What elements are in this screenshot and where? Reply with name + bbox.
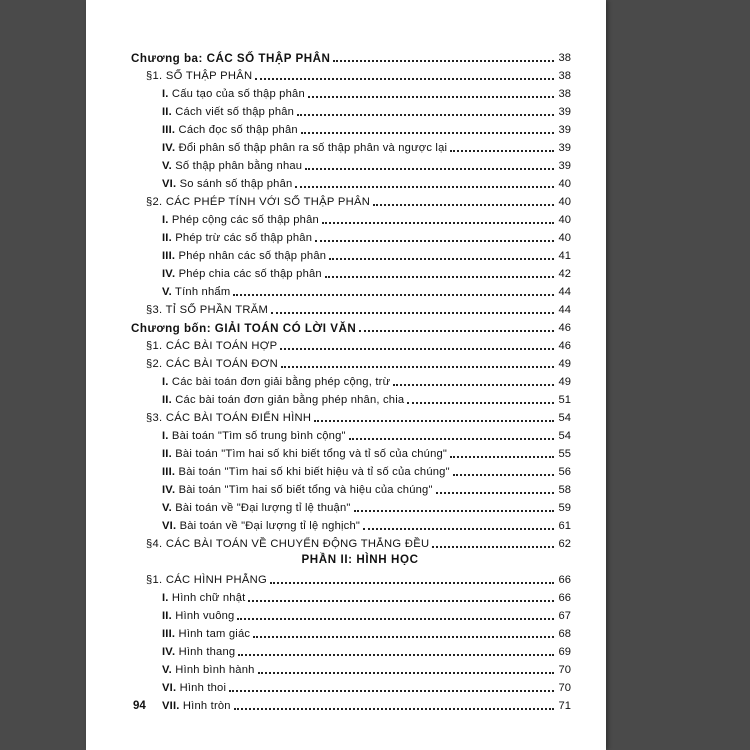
toc-entry-text: Hình chữ nhật: [168, 592, 246, 604]
toc-subsection-entry: [131, 83, 571, 101]
toc-page-number: 70: [556, 682, 571, 695]
toc-entry-text: Cách đọc số thập phân: [175, 124, 298, 136]
toc-subsection-entry: [131, 587, 571, 605]
table-of-contents: [131, 47, 571, 713]
toc-subsection-entry: [131, 641, 571, 659]
toc-page-number: 38: [556, 70, 571, 83]
dot-leader: [450, 138, 554, 152]
toc-subsection-entry: [131, 101, 571, 119]
part-heading: PHẦN II: HÌNH HỌC: [301, 553, 419, 566]
toc-entry-title: [146, 196, 372, 209]
toc-page-number: 39: [556, 142, 571, 155]
toc-page-number: 66: [556, 574, 571, 587]
toc-entry-text: Phép chia các số thập phân: [175, 268, 322, 280]
toc-entry-text: Bài toán "Tìm hai số biết tổng và hiệu của chúng": [175, 484, 433, 496]
toc-section-entry: [131, 191, 571, 209]
toc-page-number: 71: [556, 700, 571, 713]
toc-entry-title: [162, 628, 252, 641]
dot-leader: [295, 174, 554, 188]
dot-leader: [233, 282, 554, 296]
toc-entry-title: [162, 502, 353, 515]
toc-subsection-entry: [131, 461, 571, 479]
dot-leader: [450, 444, 554, 458]
toc-subsection-entry: [131, 677, 571, 695]
toc-roman-numeral: IV.: [162, 142, 176, 154]
toc-entry-text: §1. CÁC BÀI TOÁN HỢP: [146, 340, 278, 352]
toc-entry-title: [162, 646, 237, 659]
dot-leader: [322, 210, 554, 224]
toc-page-number: 41: [556, 250, 571, 263]
toc-subsection-entry: [131, 497, 571, 515]
toc-subsection-entry: [131, 173, 571, 191]
toc-entry-title: [146, 538, 431, 551]
toc-subsection-entry: [131, 515, 571, 533]
toc-entry-text: Hình vuông: [171, 610, 235, 622]
dot-leader: [393, 372, 554, 386]
dot-leader: [280, 336, 554, 350]
toc-entry-text: Bài toán "Tìm số trung bình cộng": [168, 430, 346, 442]
toc-entry-title: [162, 124, 300, 137]
toc-roman-numeral: V.: [162, 502, 172, 514]
dot-leader: [297, 102, 554, 116]
toc-roman-numeral: IV.: [162, 646, 176, 658]
toc-entry-text: Phép cộng các số thập phân: [168, 214, 319, 226]
dot-leader: [305, 156, 554, 170]
toc-page-number: 46: [556, 340, 571, 353]
toc-page-number: 68: [556, 628, 571, 641]
toc-roman-numeral: II.: [162, 232, 172, 244]
toc-entry-title: [162, 394, 406, 407]
toc-page-number: 39: [556, 160, 571, 173]
toc-subsection-entry: [131, 137, 571, 155]
toc-roman-numeral: II.: [162, 394, 172, 406]
toc-chapter-entry: [131, 47, 571, 65]
toc-entry-title: [162, 664, 257, 677]
toc-section-entry: [131, 65, 571, 83]
toc-subsection-entry: [131, 479, 571, 497]
toc-entry-title: [131, 52, 332, 65]
toc-entry-text: Chương bốn: GIẢI TOÁN CÓ LỜI VĂN: [131, 322, 357, 335]
toc-entry-text: Các bài toán đơn giải bằng phép cộng, trừ: [168, 376, 391, 388]
toc-roman-numeral: V.: [162, 664, 172, 676]
toc-page-number: 46: [556, 322, 571, 335]
dot-leader: [436, 480, 554, 494]
toc-roman-numeral: VI.: [162, 178, 177, 190]
toc-entry-title: [162, 142, 449, 155]
toc-entry-title: [146, 340, 279, 353]
toc-entry-text: Bài toán về "Đại lượng tỉ lệ nghịch": [176, 520, 361, 532]
toc-entry-text: Chương ba: CÁC SỐ THẬP PHÂN: [131, 52, 331, 65]
toc-entry-text: So sánh số thập phân: [176, 178, 293, 190]
toc-entry-title: [162, 178, 294, 191]
toc-entry-text: Đổi phân số thập phân ra số thập phân và ngược lại: [175, 142, 448, 154]
page-number: 94: [133, 700, 146, 712]
toc-page-number: 44: [556, 304, 571, 317]
toc-chapter-entry: [131, 317, 571, 335]
dot-leader: [363, 516, 554, 530]
toc-subsection-entry: [131, 209, 571, 227]
toc-page-number: 58: [556, 484, 571, 497]
toc-entry-title: [162, 700, 233, 713]
toc-entry-title: [162, 610, 236, 623]
dot-leader: [308, 84, 554, 98]
toc-entry-text: §4. CÁC BÀI TOÁN VỀ CHUYỂN ĐỘNG THẲNG ĐỀU: [146, 538, 430, 550]
toc-subsection-entry: [131, 263, 571, 281]
toc-entry-text: Phép trừ các số thập phân: [171, 232, 313, 244]
toc-page-number: 40: [556, 196, 571, 209]
toc-entry-title: [162, 682, 228, 695]
toc-entry-text: Bài toán về "Đại lượng tỉ lệ thuận": [171, 502, 351, 514]
toc-entry-text: Tính nhẩm: [171, 286, 231, 298]
toc-entry-text: Bài toán "Tìm hai số khi biết tổng và tỉ số của chúng": [171, 448, 448, 460]
toc-subsection-entry: [131, 425, 571, 443]
toc-subsection-entry: [131, 371, 571, 389]
dot-leader: [255, 66, 554, 80]
toc-entry-text: Cách viết số thập phân: [171, 106, 295, 118]
toc-roman-numeral: I.: [162, 592, 169, 604]
toc-page-number: 38: [556, 88, 571, 101]
toc-page-number: 39: [556, 106, 571, 119]
dot-leader: [314, 408, 554, 422]
toc-entry-title: [162, 448, 449, 461]
toc-entry-title: [162, 88, 307, 101]
dot-leader: [359, 318, 554, 332]
toc-section-entry: [131, 407, 571, 425]
toc-roman-numeral: V.: [162, 160, 172, 172]
dot-leader: [281, 354, 554, 368]
toc-entry-title: [146, 70, 254, 83]
dot-leader: [329, 246, 554, 260]
toc-entry-text: Phép nhân các số thập phân: [175, 250, 327, 262]
toc-subsection-entry: [131, 389, 571, 407]
toc-page-number: 44: [556, 286, 571, 299]
toc-subsection-entry: [131, 443, 571, 461]
toc-roman-numeral: II.: [162, 448, 172, 460]
toc-entry-title: [162, 592, 247, 605]
toc-subsection-entry: [131, 155, 571, 173]
toc-roman-numeral: IV.: [162, 484, 176, 496]
toc-entry-text: Hình bình hành: [171, 664, 255, 676]
dot-leader: [271, 300, 554, 314]
toc-entry-title: [162, 520, 362, 533]
toc-roman-numeral: II.: [162, 106, 172, 118]
dot-leader: [301, 120, 554, 134]
toc-subsection-entry: [131, 119, 571, 137]
dot-leader: [238, 642, 554, 656]
toc-entry-title: [162, 268, 324, 281]
toc-section-entry: [131, 299, 571, 317]
toc-roman-numeral: III.: [162, 124, 176, 136]
dot-leader: [253, 624, 554, 638]
toc-entry-title: [162, 250, 328, 263]
toc-roman-numeral: VII.: [162, 700, 180, 712]
toc-entry-title: [162, 286, 232, 299]
toc-entry-text: Cấu tạo của số thập phân: [168, 88, 305, 100]
toc-subsection-entry: [131, 245, 571, 263]
toc-section-entry: [131, 353, 571, 371]
toc-page-number: 59: [556, 502, 571, 515]
toc-entry-title: [131, 322, 358, 335]
toc-entry-text: Các bài toán đơn giản bằng phép nhân, chia: [171, 394, 405, 406]
toc-roman-numeral: I.: [162, 88, 169, 100]
toc-roman-numeral: I.: [162, 214, 169, 226]
toc-entry-title: [162, 214, 321, 227]
toc-entry-title: [146, 574, 269, 587]
toc-roman-numeral: III.: [162, 250, 176, 262]
toc-entry-text: §3. TỈ SỐ PHẦN TRĂM: [146, 304, 269, 316]
toc-page-number: 56: [556, 466, 571, 479]
dot-leader: [258, 660, 554, 674]
dot-leader: [407, 390, 554, 404]
toc-subsection-entry: [131, 695, 571, 713]
toc-entry-text: Hình tròn: [179, 700, 231, 712]
toc-entry-title: [162, 466, 452, 479]
toc-subsection-entry: [131, 605, 571, 623]
toc-entry-title: [162, 160, 304, 173]
toc-roman-numeral: III.: [162, 628, 176, 640]
toc-entry-text: Hình thang: [175, 646, 236, 658]
dot-leader: [349, 426, 554, 440]
toc-section-entry: [131, 533, 571, 551]
toc-page-number: 66: [556, 592, 571, 605]
dot-leader: [234, 696, 554, 710]
toc-page-number: 40: [556, 214, 571, 227]
toc-page-number: 40: [556, 232, 571, 245]
toc-page-number: 54: [556, 430, 571, 443]
toc-entry-title: [162, 376, 392, 389]
toc-entry-text: §1. CÁC HÌNH PHẲNG: [146, 574, 268, 586]
dot-leader: [453, 462, 554, 476]
toc-entry-text: §3. CÁC BÀI TOÁN ĐIỂN HÌNH: [146, 412, 312, 424]
toc-entry-text: Số thập phân bằng nhau: [171, 160, 303, 172]
toc-page-number: 49: [556, 358, 571, 371]
toc-entry-title: [162, 106, 296, 119]
toc-page-number: 61: [556, 520, 571, 533]
toc-page-number: 70: [556, 664, 571, 677]
toc-page-number: 55: [556, 448, 571, 461]
toc-entry-title: [162, 484, 435, 497]
toc-roman-numeral: V.: [162, 286, 172, 298]
toc-subsection-entry: [131, 227, 571, 245]
dot-leader: [270, 570, 554, 584]
dot-leader: [432, 534, 554, 548]
toc-entry-text: §2. CÁC PHÉP TÍNH VỚI SỐ THẬP PHÂN: [146, 196, 371, 208]
toc-entry-text: §1. SỐ THẬP PHÂN: [146, 70, 253, 82]
dot-leader: [325, 264, 554, 278]
toc-page-number: 39: [556, 124, 571, 137]
toc-entry-text: §2. CÁC BÀI TOÁN ĐƠN: [146, 358, 279, 370]
dot-leader: [229, 678, 554, 692]
toc-roman-numeral: VI.: [162, 520, 177, 532]
dot-leader: [315, 228, 554, 242]
toc-page-number: 69: [556, 646, 571, 659]
toc-entry-title: [162, 430, 348, 443]
toc-roman-numeral: I.: [162, 430, 169, 442]
toc-roman-numeral: I.: [162, 376, 169, 388]
toc-entry-title: [146, 358, 280, 371]
toc-subsection-entry: [131, 623, 571, 641]
dot-leader: [237, 606, 554, 620]
toc-roman-numeral: VI.: [162, 682, 177, 694]
toc-page-number: 51: [556, 394, 571, 407]
toc-subsection-entry: [131, 659, 571, 677]
toc-entry-title: [146, 304, 270, 317]
toc-roman-numeral: III.: [162, 466, 176, 478]
toc-entry-text: Bài toán "Tìm hai số khi biết hiệu và tỉ số của chúng": [175, 466, 450, 478]
toc-roman-numeral: IV.: [162, 268, 176, 280]
toc-entry-title: [162, 232, 314, 245]
dot-leader: [248, 588, 554, 602]
toc-page-number: 67: [556, 610, 571, 623]
book-page: [86, 0, 606, 750]
dot-leader: [373, 192, 554, 206]
toc-section-entry: [131, 569, 571, 587]
toc-page-number: 40: [556, 178, 571, 191]
toc-page-number: 54: [556, 412, 571, 425]
toc-subsection-entry: [131, 281, 571, 299]
dot-leader: [354, 498, 554, 512]
dot-leader: [333, 48, 554, 62]
toc-page-number: 62: [556, 538, 571, 551]
toc-entry-title: [146, 412, 313, 425]
toc-roman-numeral: II.: [162, 610, 172, 622]
toc-page-number: 42: [556, 268, 571, 281]
toc-page-number: 49: [556, 376, 571, 389]
toc-page-number: 38: [556, 52, 571, 65]
toc-entry-text: Hình thoi: [176, 682, 227, 694]
toc-entry-text: Hình tam giác: [175, 628, 251, 640]
toc-section-entry: [131, 335, 571, 353]
